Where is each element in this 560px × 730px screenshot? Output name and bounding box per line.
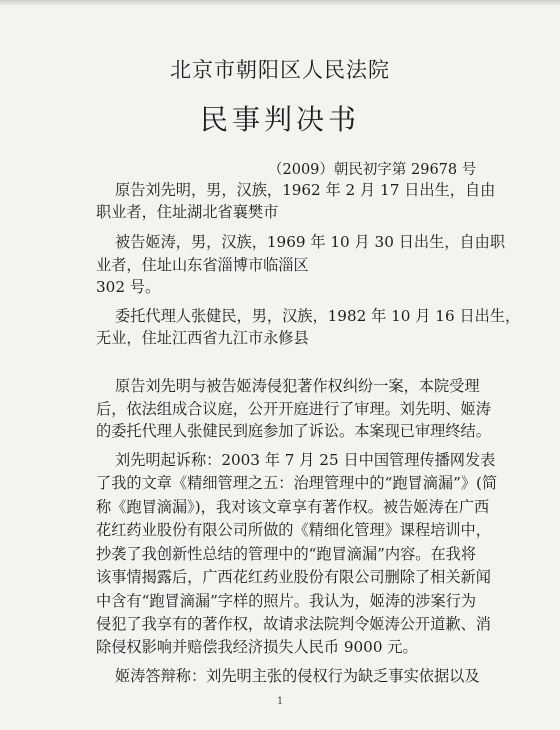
text-line: 该事情揭露后，广西花红药业股份有限公司删除了相关新闻 <box>96 568 491 586</box>
scan-edge <box>0 0 560 6</box>
text-line: 侵犯了我享有的著作权，故请求法院判令姬涛公开道歉、消 <box>96 615 491 633</box>
text-line: 业者，住址山东省淄博市临淄区 <box>96 256 309 274</box>
text-line: 原告刘先明，男，汉族，1962 年 2 月 17 日出生，自由 <box>115 181 496 199</box>
text-line: 除侵权影响并赔偿我经济损失人民币 9000 元。 <box>96 638 418 656</box>
text-line: 委托代理人张健民，男，汉族，1982 年 10 月 16 日出生， <box>115 307 521 325</box>
page-number: 1 <box>276 696 284 707</box>
text-line: 花红药业股份有限公司所做的《精细化管理》课程培训中， <box>96 521 491 539</box>
document-type-title: 民事判决书 <box>199 103 360 136</box>
text-line: 无业，住址江西省九江市永修县 <box>96 329 309 347</box>
text-line: 后，依法组成合议庭，公开开庭进行了审理。刘先明、姬涛 <box>96 400 491 418</box>
text-line: 了我的文章《精细管理之五：治理管理中的“跑冒滴漏”》(简 <box>96 474 498 492</box>
text-line: 称《跑冒滴漏》)，我对该文章享有著作权。被告姬涛在广西 <box>96 498 490 516</box>
text-line: 的委托代理人张健民到庭参加了诉讼。本案现已审理终结。 <box>96 422 491 440</box>
text-line: 被告姬涛，男，汉族，1969 年 10 月 30 日出生，自由职 <box>115 233 506 251</box>
text-line: 302 号。 <box>96 278 161 296</box>
text-line: 中含有“跑冒滴漏”字样的照片。我认为，姬涛的涉案行为 <box>96 592 477 610</box>
text-line: 姬涛答辩称：刘先明主张的侵权行为缺乏事实依据以及 <box>115 667 480 685</box>
case-number: （2009）朝民初字第 29678 号 <box>268 162 477 178</box>
court-name: 北京市朝阳区人民法院 <box>170 58 390 82</box>
text-line: 原告刘先明与被告姬涛侵犯著作权纠纷一案，本院受理 <box>115 377 480 395</box>
text-line: 职业者，住址湖北省襄樊市 <box>96 203 279 221</box>
text-line: 刘先明起诉称：2003 年 7 月 25 日中国管理传播网发表 <box>115 451 496 469</box>
text-line: 抄袭了我创新性总结的管理中的“跑冒滴漏”内容。在我将 <box>96 545 477 563</box>
